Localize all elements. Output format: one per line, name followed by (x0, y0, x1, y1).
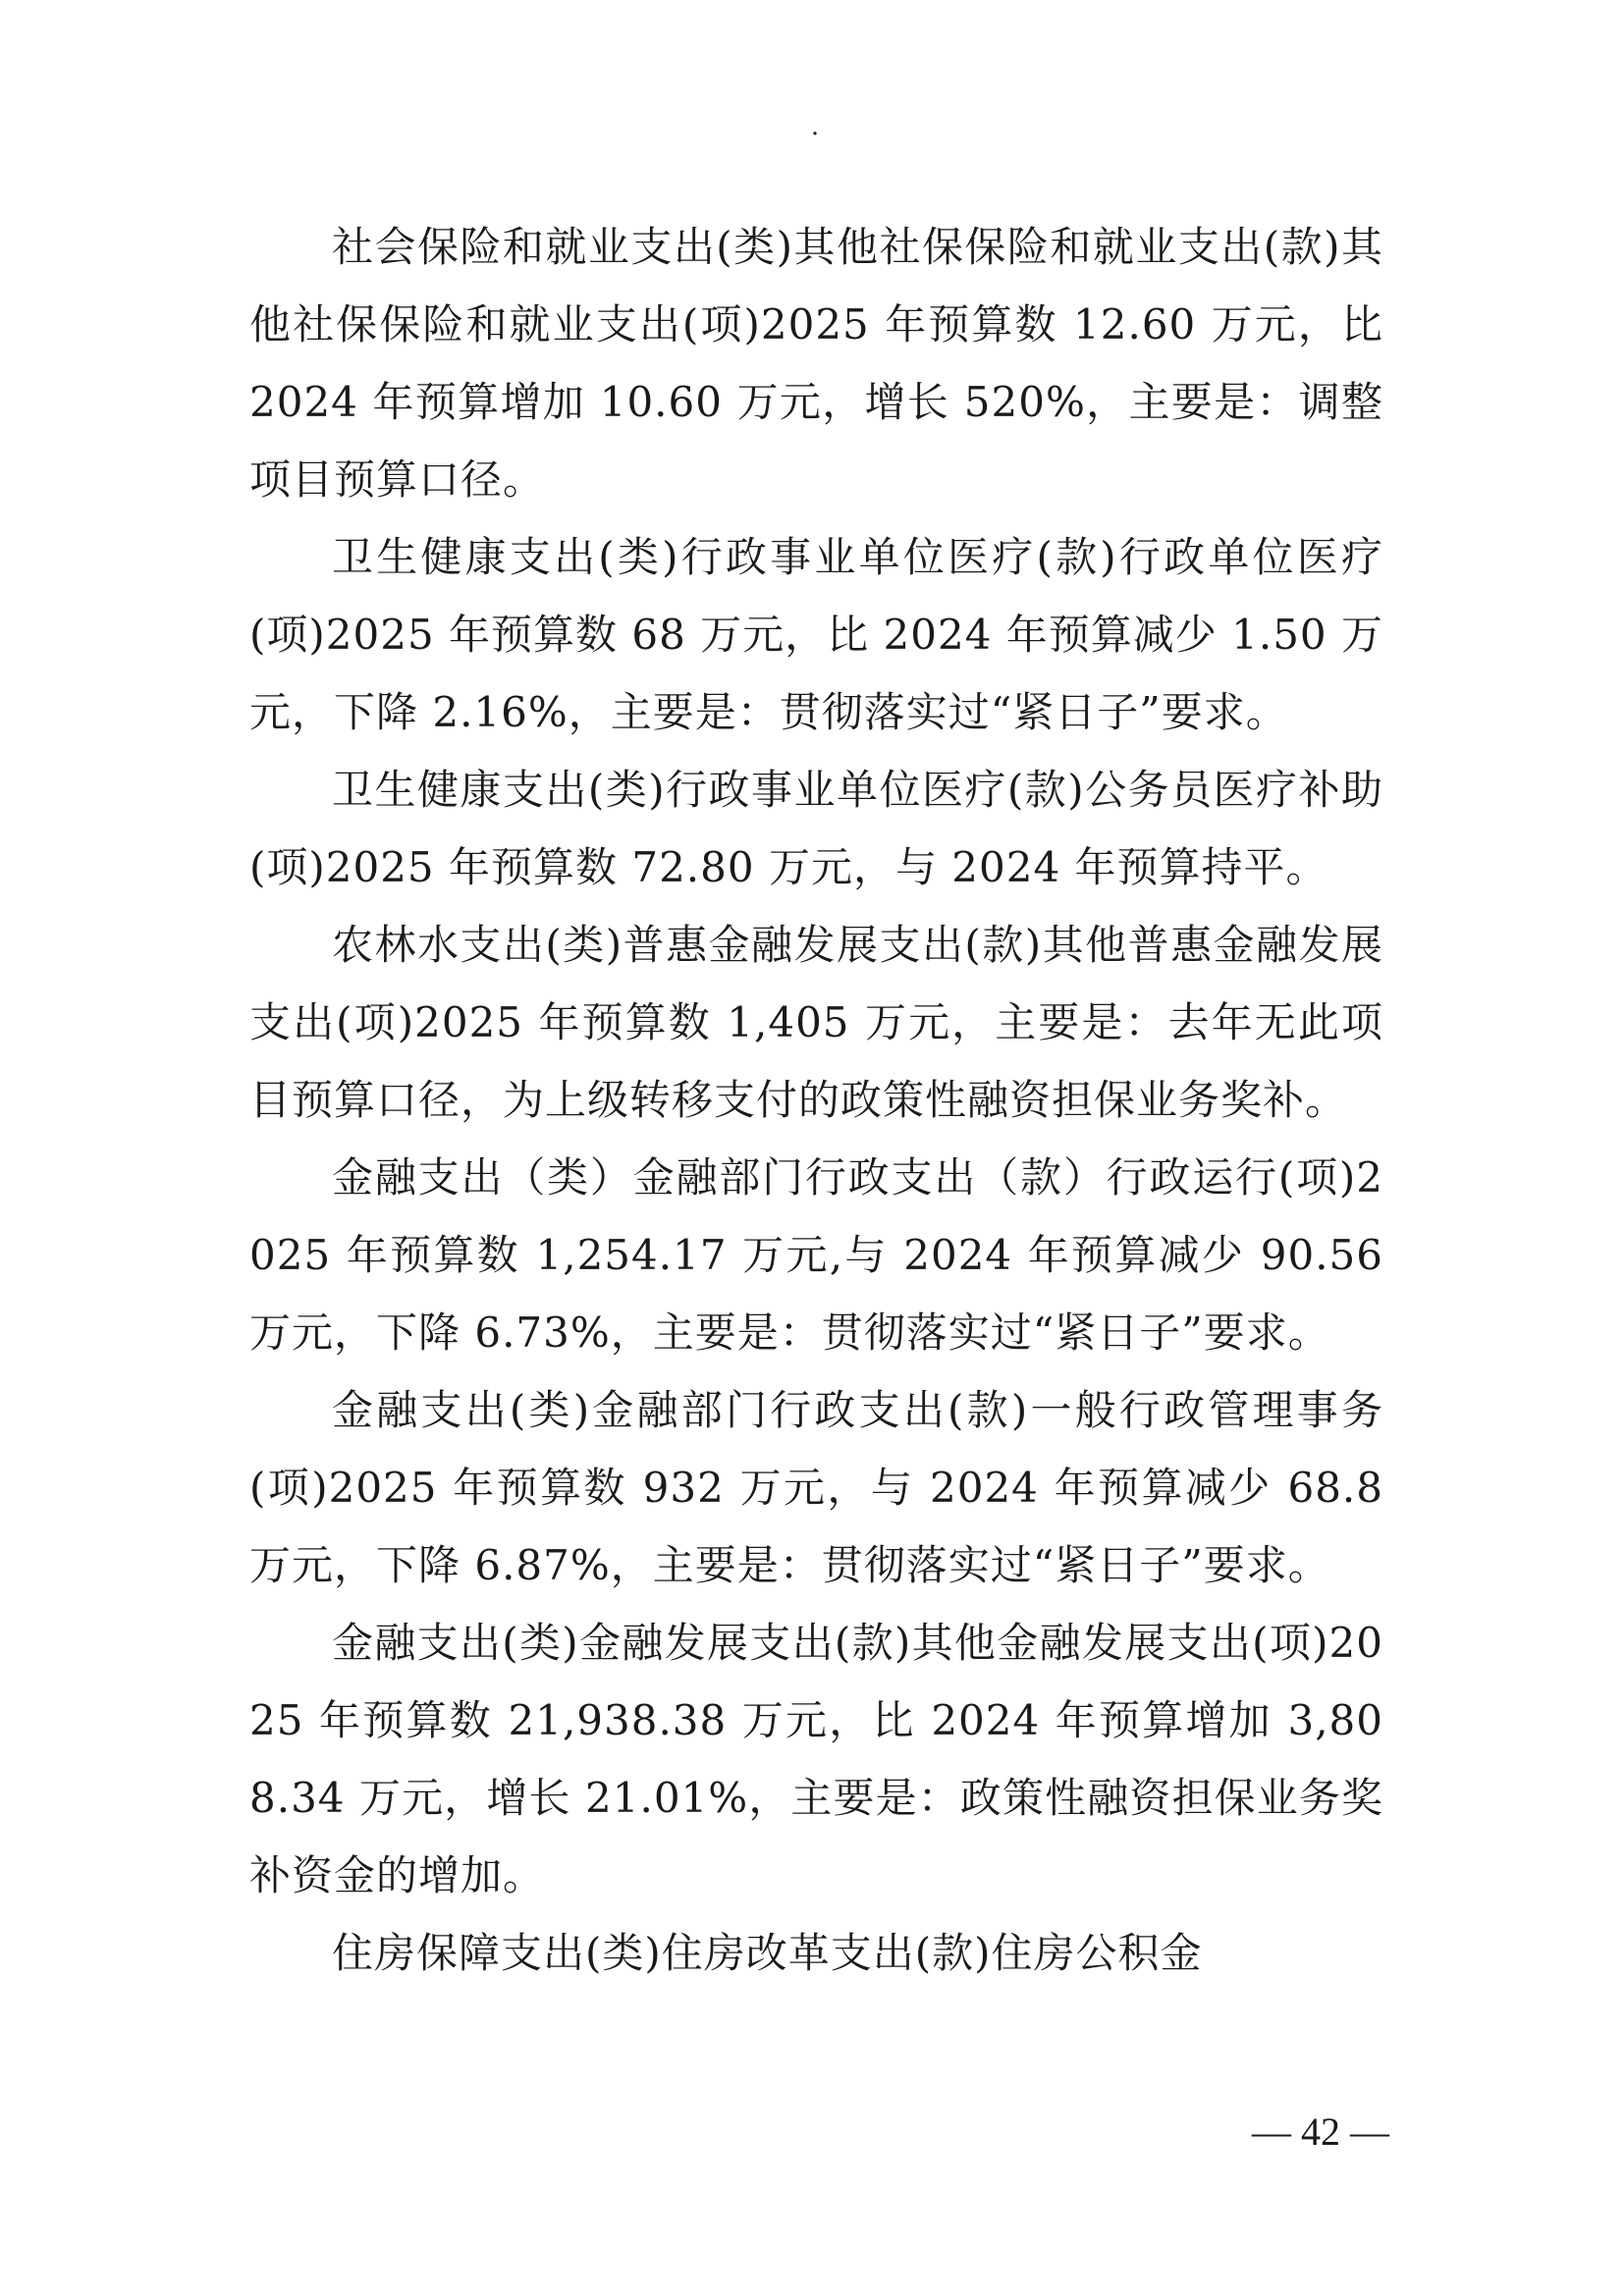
document-body (249, 208, 1383, 1992)
paragraph-health-admin-medical: 卫生健康支出(类)行政事业单位医疗(款)行政单位医疗(项)2025 年预算数 68 万元，比 2024 年预算减少 1.50 万元，下降 2.16%，主要是：贯彻落实过“紧日子”要求。 (249, 533, 1383, 736)
paragraph-inclusive-finance: 农林水支出(类)普惠金融发展支出(款)其他普惠金融发展支出(项)2025 年预算数 1,405 万元，主要是：去年无此项目预算口径，为上级转移支付的政策性融资担保业务奖补。 (249, 921, 1383, 1124)
paragraph-finance-development: 金融支出(类)金融发展支出(款)其他金融发展支出(项)2025 年预算数 21,938.38 万元，比 2024 年预算增加 3,808.34 万元，增长 21.01%，主要是：政策性融资担保业务奖补资金的增加。 (249, 1619, 1383, 1899)
paragraph-housing: 住房保障支出(类)住房改革支出(款)住房公积金 (332, 1929, 1203, 1977)
paragraph-social-security: 社会保险和就业支出(类)其他社保保险和就业支出(款)其他社保保险和就业支出(项)2025 年预算数 12.60 万元，比 2024 年预算增加 10.60 万元，增长 520%，主要是：调整项目预算口径。 (249, 223, 1383, 504)
page-number: — 42 — (1252, 2109, 1389, 2154)
header-dot: . (810, 112, 820, 141)
paragraph-finance-general-admin: 金融支出(类)金融部门行政支出(款)一般行政管理事务(项)2025 年预算数 932 万元，与 2024 年预算减少 68.8 万元，下降 6.87%，主要是：贯彻落实过“紧日子”要求。 (249, 1386, 1383, 1589)
paragraph-finance-admin-operation: 金融支出（类）金融部门行政支出（款）行政运行(项)2025 年预算数 1,254.17 万元,与 2024 年预算减少 90.56 万元，下降 6.73%，主要是：贯彻落实过“紧日子”要求。 (249, 1153, 1383, 1357)
paragraph-civil-servant-medical: 卫生健康支出(类)行政事业单位医疗(款)公务员医疗补助(项)2025 年预算数 72.80 万元，与 2024 年预算持平。 (249, 766, 1383, 891)
